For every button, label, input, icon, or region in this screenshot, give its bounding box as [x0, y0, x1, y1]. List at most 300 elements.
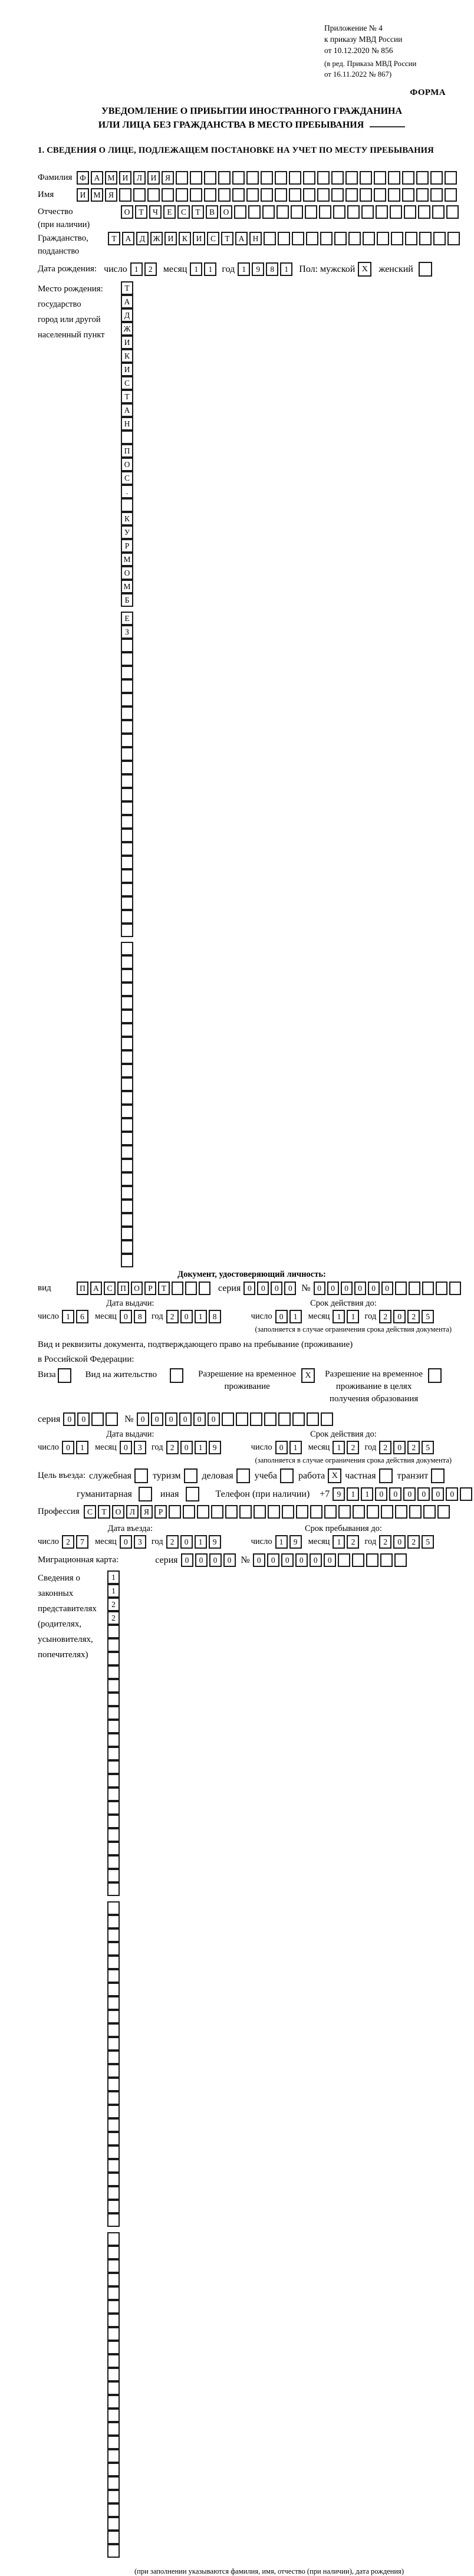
char-box[interactable]: [292, 1412, 305, 1426]
given-name-boxes[interactable]: [77, 188, 459, 202]
char-box[interactable]: [107, 2463, 120, 2476]
char-box[interactable]: 1: [238, 262, 250, 276]
char-box[interactable]: [363, 232, 375, 245]
char-box[interactable]: [319, 205, 331, 219]
phone-boxes[interactable]: [333, 1487, 474, 1501]
residence-issue-month-boxes[interactable]: [120, 1441, 148, 1454]
representatives-row1-boxes[interactable]: [107, 1570, 404, 1896]
char-box[interactable]: [121, 1023, 133, 1037]
char-box[interactable]: [436, 1282, 447, 1295]
char-box[interactable]: 0: [179, 1412, 192, 1426]
char-box[interactable]: [107, 2273, 120, 2286]
char-box[interactable]: Р: [121, 539, 133, 553]
char-box[interactable]: Я: [162, 171, 174, 185]
char-box[interactable]: [121, 924, 133, 937]
representatives-row2-boxes[interactable]: [107, 1901, 404, 2227]
char-box[interactable]: Т: [158, 1282, 170, 1295]
char-box[interactable]: 2: [107, 1611, 120, 1625]
stay-day-boxes[interactable]: [275, 1535, 304, 1549]
char-box[interactable]: О: [121, 458, 133, 471]
char-box[interactable]: Т: [192, 205, 204, 219]
char-box[interactable]: 0: [180, 1310, 193, 1323]
char-box[interactable]: [107, 2368, 120, 2381]
char-box[interactable]: [107, 2064, 120, 2078]
char-box[interactable]: 1: [195, 1535, 207, 1549]
char-box[interactable]: [107, 1706, 120, 1720]
char-box[interactable]: О: [121, 566, 133, 580]
char-box[interactable]: Т: [135, 205, 147, 219]
char-box[interactable]: [121, 1105, 133, 1118]
char-box[interactable]: 0: [354, 1282, 366, 1295]
char-box[interactable]: [331, 171, 344, 185]
char-box[interactable]: [107, 2037, 120, 2051]
char-box[interactable]: [107, 1638, 120, 1652]
char-box[interactable]: [107, 1652, 120, 1665]
char-box[interactable]: [107, 1733, 120, 1747]
char-box[interactable]: [292, 232, 304, 245]
patronymic-boxes[interactable]: [121, 205, 460, 219]
char-box[interactable]: 0: [62, 1441, 74, 1454]
char-box[interactable]: 1: [289, 1310, 302, 1323]
char-box[interactable]: 1: [289, 1441, 302, 1454]
char-box[interactable]: 6: [76, 1310, 88, 1323]
char-box[interactable]: Ж: [150, 232, 163, 245]
char-box[interactable]: 0: [389, 1487, 401, 1501]
char-box[interactable]: [275, 171, 287, 185]
char-box[interactable]: [305, 205, 317, 219]
char-box[interactable]: [360, 171, 372, 185]
entry-year-boxes[interactable]: [166, 1535, 223, 1549]
char-box[interactable]: 0: [243, 1282, 255, 1295]
char-box[interactable]: 2: [379, 1441, 391, 1454]
char-box[interactable]: 5: [422, 1310, 434, 1323]
char-box[interactable]: 0: [77, 1412, 90, 1426]
char-box[interactable]: 2: [62, 1535, 74, 1549]
char-box[interactable]: 0: [275, 1310, 288, 1323]
char-box[interactable]: С: [207, 232, 219, 245]
char-box[interactable]: 1: [361, 1487, 373, 1501]
char-box[interactable]: Т: [221, 232, 233, 245]
char-box[interactable]: 1: [333, 1535, 345, 1549]
char-box[interactable]: 0: [257, 1282, 269, 1295]
char-box[interactable]: [121, 498, 133, 512]
char-box[interactable]: [278, 232, 290, 245]
char-box[interactable]: 0: [327, 1282, 339, 1295]
char-box[interactable]: [445, 188, 457, 202]
char-box[interactable]: 1: [190, 262, 202, 276]
char-box[interactable]: [121, 1064, 133, 1077]
char-box[interactable]: [430, 188, 443, 202]
char-box[interactable]: 0: [341, 1282, 353, 1295]
char-box[interactable]: [119, 188, 131, 202]
char-box[interactable]: [121, 1200, 133, 1213]
char-box[interactable]: [107, 2246, 120, 2259]
char-box[interactable]: [107, 2078, 120, 2091]
residence-series-boxes[interactable]: [63, 1412, 120, 1426]
char-box[interactable]: [331, 188, 344, 202]
char-box[interactable]: Д: [121, 308, 133, 322]
char-box[interactable]: [107, 2286, 120, 2300]
char-box[interactable]: Т: [108, 232, 120, 245]
char-box[interactable]: [446, 205, 459, 219]
char-box[interactable]: С: [121, 471, 133, 485]
char-box[interactable]: [449, 1282, 461, 1295]
char-box[interactable]: [303, 188, 315, 202]
char-box[interactable]: [374, 188, 386, 202]
char-box[interactable]: [275, 188, 287, 202]
char-box[interactable]: [121, 720, 133, 734]
char-box[interactable]: 3: [134, 1535, 146, 1549]
char-box[interactable]: [291, 205, 303, 219]
char-box[interactable]: [107, 1828, 120, 1842]
birth-year-boxes[interactable]: [238, 262, 294, 276]
char-box[interactable]: [394, 1553, 407, 1567]
char-box[interactable]: [366, 1553, 378, 1567]
char-box[interactable]: 0: [180, 1535, 193, 1549]
char-box[interactable]: [121, 747, 133, 761]
char-box[interactable]: [107, 2023, 120, 2037]
char-box[interactable]: [402, 188, 414, 202]
identity-doc-series-boxes[interactable]: [243, 1282, 298, 1295]
char-box[interactable]: И: [77, 188, 89, 202]
char-box[interactable]: 9: [252, 262, 264, 276]
char-box[interactable]: 2: [379, 1310, 391, 1323]
char-box[interactable]: [268, 1505, 280, 1519]
char-box[interactable]: [395, 1505, 407, 1519]
char-box[interactable]: [121, 679, 133, 693]
char-box[interactable]: [236, 1412, 248, 1426]
char-box[interactable]: [107, 1788, 120, 1801]
char-box[interactable]: [303, 171, 315, 185]
purpose-tourism-checkbox[interactable]: [184, 1468, 198, 1483]
char-box[interactable]: [121, 955, 133, 969]
char-box[interactable]: Т: [121, 281, 133, 295]
char-box[interactable]: [422, 1282, 434, 1295]
char-box[interactable]: 2: [166, 1441, 179, 1454]
purpose-private-checkbox[interactable]: [379, 1468, 393, 1483]
char-box[interactable]: [121, 774, 133, 788]
char-box[interactable]: [121, 1010, 133, 1023]
char-box[interactable]: О: [112, 1505, 124, 1519]
char-box[interactable]: [121, 1132, 133, 1145]
char-box[interactable]: [418, 205, 430, 219]
char-box[interactable]: П: [117, 1282, 129, 1295]
identity-expiry-month-boxes[interactable]: [333, 1310, 361, 1323]
char-box[interactable]: 0: [375, 1487, 387, 1501]
purpose-work-checkbox[interactable]: X: [328, 1468, 341, 1483]
char-box[interactable]: К: [121, 349, 133, 363]
char-box[interactable]: Я: [105, 188, 117, 202]
char-box[interactable]: [107, 2159, 120, 2173]
char-box[interactable]: [388, 188, 400, 202]
char-box[interactable]: [416, 188, 429, 202]
char-box[interactable]: [107, 1679, 120, 1693]
char-box[interactable]: [348, 232, 361, 245]
char-box[interactable]: [250, 1412, 262, 1426]
char-box[interactable]: [107, 1760, 120, 1774]
char-box[interactable]: Е: [163, 205, 176, 219]
temp-residence-checkbox[interactable]: X: [301, 1368, 315, 1383]
char-box[interactable]: [107, 2232, 120, 2246]
char-box[interactable]: 2: [166, 1310, 179, 1323]
char-box[interactable]: [121, 761, 133, 774]
char-box[interactable]: [107, 2449, 120, 2463]
char-box[interactable]: [218, 188, 231, 202]
char-box[interactable]: [121, 883, 133, 896]
char-box[interactable]: С: [84, 1505, 96, 1519]
char-box[interactable]: 2: [407, 1535, 420, 1549]
char-box[interactable]: [190, 188, 202, 202]
residence-expiry-month-boxes[interactable]: [333, 1441, 361, 1454]
char-box[interactable]: 0: [165, 1412, 177, 1426]
char-box[interactable]: И: [121, 363, 133, 376]
char-box[interactable]: [107, 2422, 120, 2436]
char-box[interactable]: [107, 2186, 120, 2200]
char-box[interactable]: [360, 188, 372, 202]
char-box[interactable]: [107, 1747, 120, 1760]
char-box[interactable]: [121, 639, 133, 652]
purpose-study-checkbox[interactable]: [280, 1468, 294, 1483]
char-box[interactable]: [361, 205, 374, 219]
char-box[interactable]: [107, 1693, 120, 1706]
char-box[interactable]: [338, 1505, 351, 1519]
char-box[interactable]: 0: [137, 1412, 149, 1426]
char-box[interactable]: 8: [266, 262, 278, 276]
char-box[interactable]: Ж: [121, 322, 133, 336]
char-box[interactable]: [460, 1487, 472, 1501]
char-box[interactable]: 0: [393, 1441, 406, 1454]
stay-month-boxes[interactable]: [333, 1535, 361, 1549]
char-box[interactable]: [225, 1505, 238, 1519]
char-box[interactable]: 1: [275, 1535, 288, 1549]
char-box[interactable]: М: [105, 171, 117, 185]
char-box[interactable]: [380, 1553, 393, 1567]
char-box[interactable]: [121, 842, 133, 856]
char-box[interactable]: 1: [333, 1310, 345, 1323]
char-box[interactable]: Н: [121, 417, 133, 431]
char-box[interactable]: И: [193, 232, 205, 245]
char-box[interactable]: Ч: [149, 205, 162, 219]
char-box[interactable]: 2: [407, 1310, 420, 1323]
char-box[interactable]: [107, 1625, 120, 1638]
char-box[interactable]: 8: [209, 1310, 221, 1323]
migration-number-boxes[interactable]: [253, 1553, 409, 1567]
char-box[interactable]: 0: [223, 1553, 236, 1567]
char-box[interactable]: [107, 1720, 120, 1733]
char-box[interactable]: [107, 2200, 120, 2213]
char-box[interactable]: 1: [107, 1584, 120, 1598]
char-box[interactable]: 0: [181, 1553, 193, 1567]
char-box[interactable]: 2: [144, 262, 157, 276]
char-box[interactable]: [121, 788, 133, 801]
entry-month-boxes[interactable]: [120, 1535, 148, 1549]
char-box[interactable]: [317, 188, 330, 202]
char-box[interactable]: А: [235, 232, 248, 245]
char-box[interactable]: [121, 801, 133, 815]
char-box[interactable]: 2: [407, 1441, 420, 1454]
birth-place-row3-boxes[interactable]: [121, 942, 135, 1267]
char-box[interactable]: [121, 1186, 133, 1200]
char-box[interactable]: 0: [275, 1441, 288, 1454]
char-box[interactable]: В: [206, 205, 218, 219]
char-box[interactable]: П: [77, 1282, 88, 1295]
char-box[interactable]: [107, 2503, 120, 2517]
visa-checkbox[interactable]: [58, 1368, 71, 1383]
char-box[interactable]: А: [91, 171, 103, 185]
surname-boxes[interactable]: [77, 171, 459, 185]
char-box[interactable]: [234, 205, 246, 219]
char-box[interactable]: [317, 171, 330, 185]
identity-expiry-year-boxes[interactable]: [379, 1310, 436, 1323]
char-box[interactable]: 0: [195, 1553, 208, 1567]
birth-day-boxes[interactable]: [130, 262, 159, 276]
char-box[interactable]: [107, 2436, 120, 2449]
char-box[interactable]: 0: [295, 1553, 308, 1567]
temp-residence-edu-checkbox[interactable]: [428, 1368, 442, 1383]
char-box[interactable]: [107, 2118, 120, 2132]
char-box[interactable]: 1: [333, 1441, 345, 1454]
char-box[interactable]: [107, 1869, 120, 1882]
char-box[interactable]: [162, 188, 174, 202]
char-box[interactable]: И: [147, 171, 160, 185]
char-box[interactable]: Б: [121, 593, 133, 607]
char-box[interactable]: 1: [76, 1441, 88, 1454]
residence-permit-checkbox[interactable]: [170, 1368, 183, 1383]
char-box[interactable]: [121, 1240, 133, 1254]
char-box[interactable]: [404, 205, 416, 219]
char-box[interactable]: [107, 2091, 120, 2105]
char-box[interactable]: [107, 1996, 120, 2010]
char-box[interactable]: А: [121, 295, 133, 308]
char-box[interactable]: 9: [209, 1535, 221, 1549]
identity-issue-year-boxes[interactable]: [166, 1310, 223, 1323]
char-box[interactable]: [310, 1505, 322, 1519]
char-box[interactable]: [176, 188, 188, 202]
char-box[interactable]: Н: [249, 232, 262, 245]
char-box[interactable]: [107, 2354, 120, 2368]
char-box[interactable]: [169, 1505, 181, 1519]
char-box[interactable]: К: [179, 232, 191, 245]
char-box[interactable]: 0: [281, 1553, 294, 1567]
char-box[interactable]: [107, 2145, 120, 2159]
char-box[interactable]: С: [104, 1282, 116, 1295]
char-box[interactable]: [107, 2010, 120, 2023]
char-box[interactable]: [282, 1505, 294, 1519]
char-box[interactable]: [433, 232, 446, 245]
birth-month-boxes[interactable]: [190, 262, 218, 276]
char-box[interactable]: [423, 1505, 436, 1519]
char-box[interactable]: 1: [130, 262, 143, 276]
identity-expiry-day-boxes[interactable]: [275, 1310, 304, 1323]
char-box[interactable]: С: [177, 205, 190, 219]
char-box[interactable]: [306, 232, 318, 245]
char-box[interactable]: [367, 1505, 379, 1519]
char-box[interactable]: 1: [204, 262, 216, 276]
char-box[interactable]: [107, 2173, 120, 2186]
char-box[interactable]: [248, 205, 261, 219]
char-box[interactable]: 0: [120, 1310, 132, 1323]
char-box[interactable]: [395, 1282, 407, 1295]
identity-doc-number-boxes[interactable]: [314, 1282, 463, 1295]
char-box[interactable]: [432, 205, 445, 219]
char-box[interactable]: 5: [422, 1441, 434, 1454]
char-box[interactable]: [91, 1412, 104, 1426]
char-box[interactable]: [211, 1505, 223, 1519]
stay-year-boxes[interactable]: [379, 1535, 436, 1549]
char-box[interactable]: [232, 188, 245, 202]
char-box[interactable]: [246, 171, 259, 185]
char-box[interactable]: 0: [417, 1487, 430, 1501]
char-box[interactable]: [121, 1227, 133, 1240]
char-box[interactable]: 0: [368, 1282, 380, 1295]
char-box[interactable]: .: [121, 485, 133, 498]
char-box[interactable]: [333, 205, 345, 219]
char-box[interactable]: О: [121, 205, 133, 219]
char-box[interactable]: 1: [107, 1570, 120, 1584]
char-box[interactable]: [204, 188, 216, 202]
char-box[interactable]: У: [121, 525, 133, 539]
char-box[interactable]: 3: [134, 1441, 146, 1454]
char-box[interactable]: 0: [208, 1412, 220, 1426]
char-box[interactable]: 0: [393, 1310, 406, 1323]
char-box[interactable]: [172, 1282, 183, 1295]
gender-male-checkbox[interactable]: X: [358, 262, 371, 277]
identity-doc-type-boxes[interactable]: [77, 1282, 212, 1295]
migration-series-boxes[interactable]: [181, 1553, 238, 1567]
char-box[interactable]: [107, 1983, 120, 1996]
char-box[interactable]: [121, 910, 133, 924]
char-box[interactable]: [419, 232, 432, 245]
char-box[interactable]: [107, 2490, 120, 2503]
profession-boxes[interactable]: [84, 1505, 452, 1519]
char-box[interactable]: [107, 2327, 120, 2341]
representatives-row3-boxes[interactable]: [107, 2232, 404, 2558]
char-box[interactable]: [390, 205, 402, 219]
char-box[interactable]: [107, 2544, 120, 2558]
char-box[interactable]: [121, 431, 133, 444]
char-box[interactable]: [121, 693, 133, 707]
char-box[interactable]: [320, 232, 333, 245]
char-box[interactable]: [218, 171, 231, 185]
char-box[interactable]: [262, 205, 275, 219]
char-box[interactable]: 0: [324, 1553, 336, 1567]
char-box[interactable]: [107, 1901, 120, 1915]
purpose-humanitarian-checkbox[interactable]: [139, 1487, 152, 1501]
char-box[interactable]: [278, 1412, 291, 1426]
char-box[interactable]: 0: [381, 1282, 393, 1295]
char-box[interactable]: [347, 205, 360, 219]
residence-issue-year-boxes[interactable]: [166, 1441, 223, 1454]
char-box[interactable]: [296, 1505, 308, 1519]
char-box[interactable]: [183, 1505, 195, 1519]
char-box[interactable]: [324, 1505, 337, 1519]
char-box[interactable]: 0: [314, 1282, 325, 1295]
char-box[interactable]: [190, 171, 202, 185]
char-box[interactable]: [107, 2105, 120, 2118]
char-box[interactable]: [121, 996, 133, 1010]
char-box[interactable]: 9: [289, 1535, 302, 1549]
char-box[interactable]: [338, 1553, 350, 1567]
char-box[interactable]: [107, 1842, 120, 1855]
char-box[interactable]: 2: [107, 1598, 120, 1611]
char-box[interactable]: Л: [133, 171, 146, 185]
char-box[interactable]: [121, 1118, 133, 1132]
char-box[interactable]: [121, 1091, 133, 1105]
char-box[interactable]: [107, 2395, 120, 2409]
char-box[interactable]: 1: [280, 262, 292, 276]
char-box[interactable]: И: [164, 232, 177, 245]
char-box[interactable]: 0: [310, 1553, 322, 1567]
